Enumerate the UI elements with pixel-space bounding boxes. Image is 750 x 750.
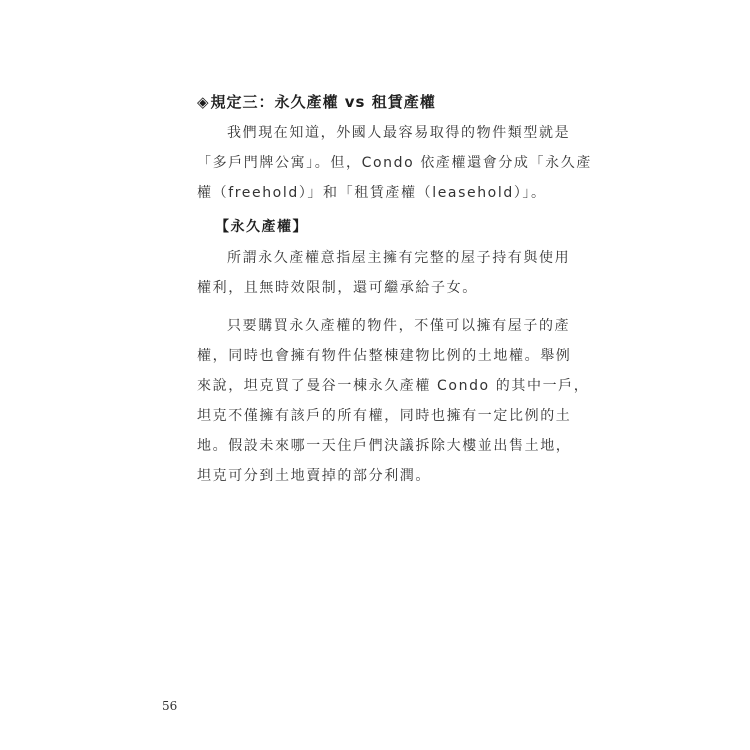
paragraph-line: 權利，且無時效限制，還可繼承給子女。 [197,280,478,296]
diamond-bullet-icon: ◈ [197,93,210,111]
freehold-subheading: 【永久產權】 [215,219,308,235]
paragraph-line: 權（freehold）」和「租賃產權（leasehold）」。 [197,185,547,201]
section-heading [197,91,436,112]
definition-paragraph [197,243,577,303]
paragraph-line: 坦克不僅擁有該戶的所有權，同時也擁有一定比例的土 [197,408,572,424]
paragraph-line: 所謂永久產權意指屋主擁有完整的屋子持有與使用 [227,250,571,266]
paragraph-line: 來說，坦克買了曼谷一棟永久產權 Condo 的其中一戶， [197,378,590,394]
paragraph-line: 地。假設未來哪一天住戶們決議拆除大樓並出售土地， [197,438,572,454]
paragraph-line: 我們現在知道，外國人最容易取得的物件類型就是 [227,125,571,141]
example-paragraph [197,311,590,491]
paragraph-line: 權，同時也會擁有物件佔整棟建物比例的土地權。舉例 [197,348,572,364]
intro-paragraph [197,118,592,208]
paragraph-line: 只要購買永久產權的物件，不僅可以擁有屋子的產 [227,318,571,334]
section-title: 規定三：永久產權 vs 租賃產權 [210,93,436,111]
paragraph-line: 坦克可分到土地賣掉的部分利潤。 [197,468,431,484]
page-number: 56 [162,699,178,713]
paragraph-line: 「多戶門牌公寓」。但，Condo 依產權還會分成「永久產 [197,155,592,171]
